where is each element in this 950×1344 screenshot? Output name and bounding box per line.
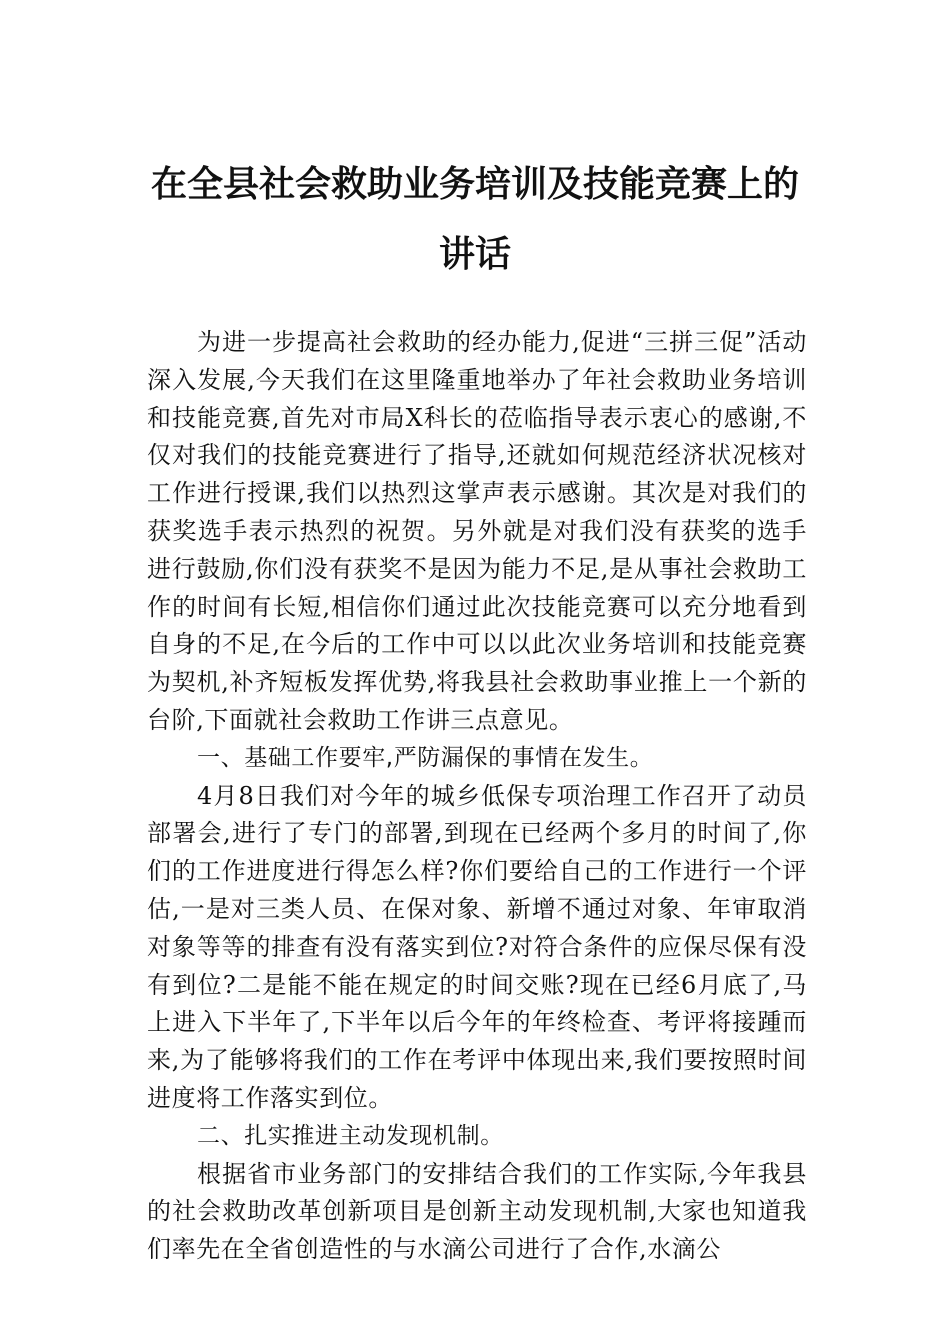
intro-paragraph: 为进一步提高社会救助的经办能力,促进“三拼三促”活动深入发展,今天我们在这里隆重地举办了年社会救助业务培训和技能竞赛,首先对市局X科长的莅临指导表示衷心的感谢,不仅对我们的技能竞赛进行了指导,还就如何规范经济状况核对工作进行授课,我们以热烈这掌声表示感谢。其次是对我们的获奖选手表示热烈的祝贺。另外就是对我们没有获奖的选手进行鼓励,你们没有获奖不是因为能力不足,是从事社会救助工作的时间有长短,相信你们通过此次技能竞赛可以充分地看到自身的不足,在今后的工作中可以以此次业务培训和技能竞赛为契机,补齐短板发挥优势,将我县社会救助事业推上一个新的台阶,下面就社会救助工作讲三点意见。 [147, 328, 807, 734]
document-body [147, 324, 807, 1269]
section-2-heading: 二、扎实推进主动发现机制。 [197, 1122, 504, 1149]
document-title-line-1: 在全县社会救助业务培训及技能竞赛上的 [150, 163, 799, 205]
section-1-paragraph: 4月8日我们对今年的城乡低保专项治理工作召开了动员部署会,进行了专门的部署,到现在已经两个多月的时间了,你们的工作进度进行得怎么样?你们要给自己的工作进行一个评估,一是对三类人员、在保对象、新增不通过对象、年审取消对象等等的排查有没有落实到位?对符合条件的应保尽保有没有到位?二是能不能在规定的时间交账?现在已经6月底了,马上进入下半年了,下半年以后今年的年终检查、考评将接踵而来,为了能够将我们的工作在考评中体现出来,我们要按照时间进度将工作落实到位。 [147, 781, 807, 1112]
document-title-line-2: 讲话 [438, 233, 511, 275]
section-1-heading: 一、基础工作要牢,严防漏保的事情在发生。 [197, 744, 654, 771]
section-2-paragraph: 根据省市业务部门的安排结合我们的工作实际,今年我县的社会救助改革创新项目是创新主动发现机制,大家也知道我们率先在全省创造性的与水滴公司进行了合作,水滴公 [147, 1159, 807, 1264]
